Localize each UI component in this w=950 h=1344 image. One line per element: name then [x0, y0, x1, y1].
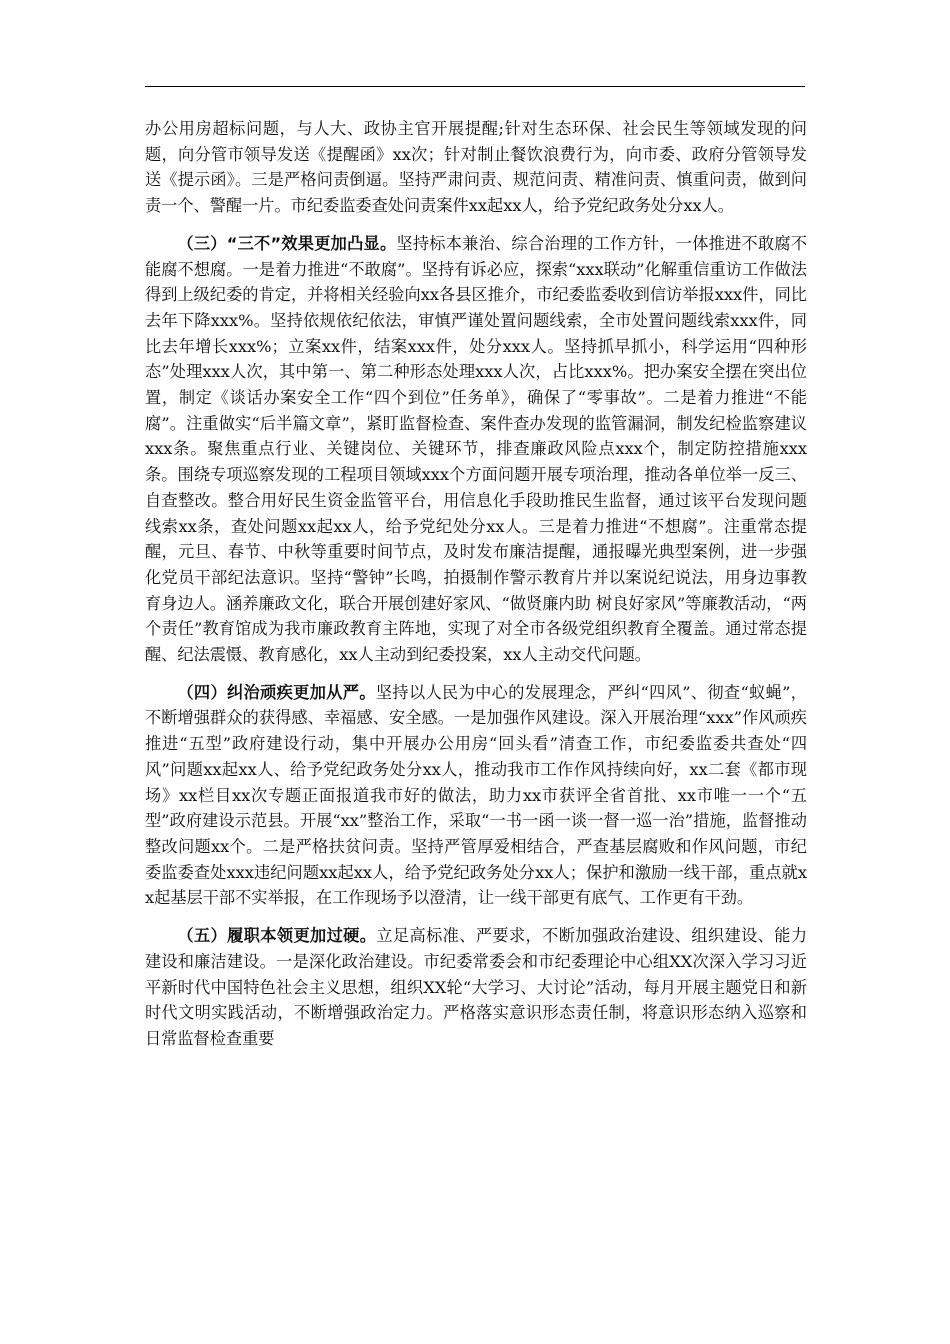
section-heading-5: （五）履职本领更加过硬。 [177, 926, 377, 946]
section-heading-4: （四）纠治顽疾更加从严。 [177, 682, 376, 702]
paragraph-3-text: 坚持以人民为中心的发展理念，严纠“四风”、彻查“蚁蝇”，不断增强群众的获得感、幸福感、安全感。一是加强作风建设。深入开展治理“xxx”作风顽疾推进“五型”政府建设行动，集中开展办公用房“回头看”清查工作，市纪委监委共查处“四风”问题xx起xx人、给予党纪政务处分xx人，推动我市工作作风持续向好，xx二套《都市现场》xx栏目xx次专题正面报道我市好的做法，助力xx市获评全省首批、xx市唯一一个“五型”政府建设示范县。开展“xx”整治工作，采取“一书一函一谈一督一巡一治”措施，监督推动整改问题xx个。二是严格扶贫问责。坚持严管厚爱相结合，严查基层腐败和作风问题，市纪委监委查处xxx违纪问题xx起xx人，给予党纪政务处分xx人；保护和激励一线干部，重点就xx起基层干部不实举报，在工作现场予以澄清，让一线干部更有底气、工作更有干劲。 [145, 682, 807, 908]
paragraph-1 [145, 116, 807, 219]
paragraph-4 [145, 923, 807, 1052]
paragraph-4-text: 立足高标准、严要求，不断加强政治建设、组织建设、能力建设和廉洁建设。一是深化政治建设。市纪委常委会和市纪委理论中心组XX次深入学习习近平新时代中国特色社会主义思想，组织XX轮“大学习、大讨论”活动，每月开展主题党日和新时代文明实践活动，不断增强政治定力。严格落实意识形态责任制，将意识形态纳入巡察和日常监督检查重要 [145, 926, 808, 1048]
paragraph-1-text: 办公用房超标问题，与人大、政协主官开展提醒;针对生态环保、社会民生等领域发现的问题，向分管市领导发送《提醒函》xx次；针对制止餐饮浪费行为，向市委、政府分管领导发送《提示函》。三是严格问责倒逼。坚持严肃问责、规范问责、精准问责、慎重问责，做到问责一个、警醒一片。市纪委监委查处问责案件xx起xx人，给予党纪政务处分xx人。 [145, 119, 807, 216]
header-rule [145, 86, 805, 87]
section-heading-3: （三）“三不”效果更加凸显。 [177, 233, 397, 253]
paragraph-2 [145, 231, 807, 668]
paragraph-3 [145, 680, 807, 911]
body-text [145, 116, 807, 1064]
paragraph-2-text: 坚持标本兼治、综合治理的工作方针，一体推进不敢腐不能腐不想腐。一是着力推进“不敢腐”。坚持有诉必应，探索“xxx联动”化解重信重访工作做法得到上级纪委的肯定，并将相关经验向xx各县区推介，市纪委监委收到信访举报xxx件，同比去年下降xxx%。坚持依规依纪依法，审慎严谨处置问题线索，全市处置问题线索xxx件，同比去年增长xxx%；立案xx件，结案xxx件，处分xxx人。坚持抓早抓小，科学运用“四种形态”处理xxx人次，其中第一、第二种形态处理xxx人次，占比xxx%。把办案安全摆在突出位置，制定《谈话办案安全工作“四个到位”任务单》，确保了“零事故”。二是着力推进“不能腐”。注重做实“后半篇文章”，紧盯监督检查、案件查办发现的监管漏洞，制发纪检监察建议xxx条。聚焦重点行业、关键岗位、关键环节，排查廉政风险点xxx个，制定防控措施xxx条。围绕专项巡察发现的工程项目领域xxx个方面问题开展专项治理，推动各单位举一反三、自查整改。整合用好民生资金监管平台，用信息化手段助推民生监督，通过该平台发现问题线索xx条，查处问题xx起xx人，给予党纪处分xx人。三是着力推进“不想腐”。注重常态提醒，元旦、春节、中秋等重要时间节点，及时发布廉洁提醒，通报曝光典型案例，进一步强化党员干部纪法意识。坚持“警钟”长鸣，拍摄制作警示教育片并以案说纪说法，用身边事教育身边人。涵养廉政文化，联合开展创建好家风、“做贤廉内助 树良好家风”等廉教活动，“两个责任”教育馆成为我市廉政教育主阵地，实现了对全市各级党组织教育全覆盖。通过常态提醒、纪法震慑、教育感化，xx人主动到纪委投案，xx人主动交代问题。 [145, 233, 808, 665]
